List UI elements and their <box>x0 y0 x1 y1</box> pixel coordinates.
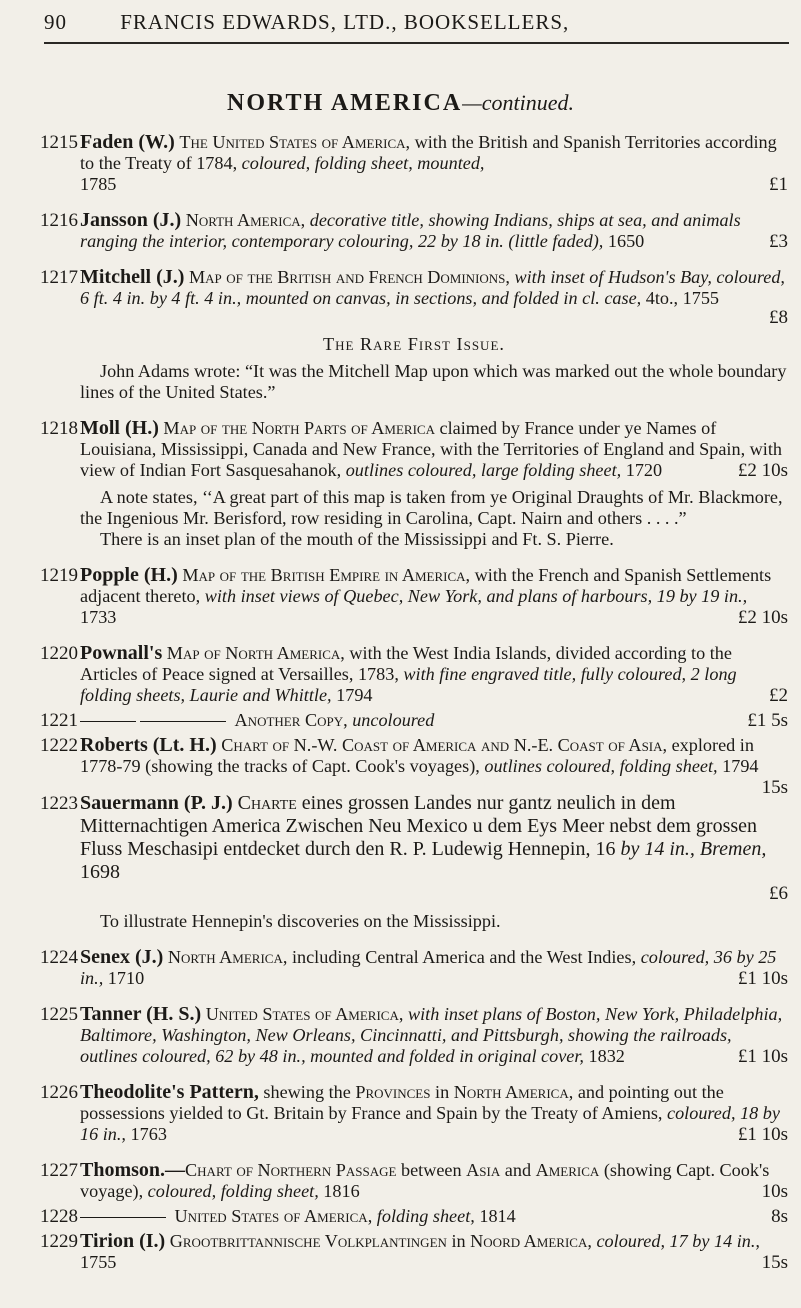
entry-text: with the West India Islands, divided according to the Articles of Peace signed at Versailles, 1783, <box>80 643 732 684</box>
entry-price: £2 <box>769 685 788 706</box>
entry-text: and <box>500 1160 536 1180</box>
entry-note: John Adams wrote: “It was the Mitchell Map upon which was marked out the whole boundary lines of the United States.” <box>80 361 787 402</box>
entry-note-heading: The Rare First Issue. <box>323 334 505 354</box>
entry-description: decorative title, showing Indians, ships at sea, and animals ranging the interior, contemporary colouring, 22 by 18 in. (little faded), <box>80 210 741 251</box>
entry-author: Moll (H.) <box>80 417 159 439</box>
entry-title: America <box>535 1160 600 1180</box>
entry-price: 15s <box>761 777 788 798</box>
entry-price: £6 <box>769 883 788 904</box>
entry-author: Thomson.— <box>80 1159 186 1181</box>
entry-date: 1794 <box>331 685 373 705</box>
entry-date: 1720 <box>621 460 663 480</box>
entry-description: coloured, folding sheet, <box>147 1181 319 1201</box>
entry-date: 1794 <box>717 756 759 776</box>
entry-title: Another Copy, <box>234 710 348 730</box>
entry-title: United States of America, <box>174 1206 373 1226</box>
lot-number: 1218 <box>40 418 78 439</box>
lot-number: 1229 <box>40 1231 78 1252</box>
lot-number: 1223 <box>40 793 78 814</box>
entry-text: claimed by France under ye Names of Louisiana, Mississippi, Canada and New France, with the Territories of England and Spain, with view of Indian Fort Sasquesahanok, <box>80 418 783 480</box>
entry-price: £2 10s <box>737 607 788 628</box>
catalogue-entry <box>40 1082 788 1145</box>
entry-text: explored in 1778-79 (showing the tracks of Capt. Cook's voyages), <box>80 735 754 776</box>
lot-number: 1228 <box>40 1206 78 1227</box>
entry-title: Grootbrittannische Volkplantingen <box>169 1231 447 1251</box>
entry-author: Sauermann (P. J.) <box>80 792 233 814</box>
entry-description: by 14 in., Bremen, <box>620 838 767 860</box>
entry-description: outlines coloured, large folding sheet, <box>345 460 622 480</box>
entry-description: folding sheet, <box>372 1206 475 1226</box>
ditto-dash <box>80 1217 166 1218</box>
entry-author: Popple (H.) <box>80 564 178 586</box>
lot-number: 1227 <box>40 1160 78 1181</box>
lot-number: 1216 <box>40 210 78 231</box>
entry-author: Pownall's <box>80 642 163 664</box>
catalogue-entry <box>40 710 788 731</box>
entry-date: 1733 <box>80 607 117 627</box>
entry-author: Tanner (H. S.) <box>80 1003 202 1025</box>
entry-author: Senex (J.) <box>80 946 164 968</box>
catalogue-entry <box>40 1206 788 1227</box>
entry-date: 1650 <box>603 231 645 251</box>
entry-title: North America, <box>185 210 306 230</box>
lot-number: 1219 <box>40 565 78 586</box>
catalogue-entry <box>40 734 788 798</box>
entry-title: North America, <box>453 1082 574 1102</box>
entry-date: 1814 <box>474 1206 516 1226</box>
entry-price: £1 10s <box>737 968 788 989</box>
entry-price: £1 5s <box>747 710 788 731</box>
entry-description: coloured, 17 by 14 in., <box>591 1231 760 1251</box>
entry-date: 1785 <box>80 174 117 194</box>
entry-description: outlines coloured, folding sheet, <box>484 756 718 776</box>
entry-price: 15s <box>761 1252 788 1273</box>
entry-text: (showing Capt. Cook's voyage), <box>80 1160 770 1201</box>
entry-date: 4to., 1755 <box>641 288 720 308</box>
catalogue-entry <box>40 792 788 905</box>
entry-list <box>40 132 788 1288</box>
entry-note: There is an inset plan of the mouth of the Mississippi and Ft. S. Pierre. <box>100 529 614 549</box>
lot-number: 1217 <box>40 267 78 288</box>
entry-title: North America, <box>167 947 288 967</box>
entry-author: Theodolite's Pattern, <box>80 1081 259 1103</box>
entry-text: shewing the <box>258 1082 356 1102</box>
entry-author: Tirion (I.) <box>80 1230 166 1252</box>
entry-title: Provinces <box>355 1082 431 1102</box>
entry-price: £2 10s <box>737 460 788 481</box>
entry-author: Faden (W.) <box>80 131 175 153</box>
section-title <box>0 90 801 117</box>
entry-description: coloured, folding sheet, mounted, <box>241 153 485 173</box>
entry-text: with the British and Spanish Territories according to the Treaty of 1784, <box>80 132 777 173</box>
entry-note: To illustrate Hennepin's discoveries on the Mississippi. <box>100 911 501 931</box>
entry-price: £1 10s <box>737 1124 788 1145</box>
catalogue-entry <box>40 132 788 195</box>
entry-title: Noord America, <box>470 1231 592 1251</box>
entry-date: 1816 <box>318 1181 360 1201</box>
entry-date: 1763 <box>125 1124 167 1144</box>
entry-text: and pointing out the possessions yielded to Gt. Britain by France and Spain by the Treaty of Amiens, <box>80 1082 724 1123</box>
entry-title: United States of America, <box>205 1004 404 1024</box>
entry-date: 1710 <box>103 968 145 988</box>
entry-text: including Central America and the West Indies, <box>287 947 641 967</box>
entry-price: £8 <box>769 307 788 328</box>
entry-note: A note states, ‘‘A great part of this map is taken from ye Original Draughts of Mr. Blackmore, the Ingenious Mr. Berisford, row residing in Carolina, Capt. Nairn and others . . . .” <box>80 487 783 528</box>
entry-description: uncoloured <box>347 710 435 730</box>
entry-title: Charte <box>237 792 297 814</box>
lot-number: 1220 <box>40 643 78 664</box>
entry-title: Chart of Northern Passage <box>185 1160 397 1180</box>
entry-description: with inset views of Quebec, New York, and plans of harbours, 19 by 19 in., <box>204 586 748 606</box>
entry-description: with fine engraved title, fully coloured, 2 long folding sheets, Laurie and Whittle, <box>80 664 737 705</box>
catalogue-entry <box>40 1160 788 1202</box>
catalogue-entry <box>40 1231 788 1273</box>
entry-title: Map of the British and French Dominions, <box>188 267 510 287</box>
entry-text: between <box>396 1160 467 1180</box>
ditto-dash <box>80 721 136 722</box>
entry-text: eines grossen Landes nur gantz neulich in dem Mitternachtigen America Zwischen Neu Mexico u dem Eys Meer nebst dem grossen Fluss Meschasipi entdecket durch den R. P. Ludewig Hennepin, 16 <box>80 792 758 860</box>
running-head <box>44 10 784 35</box>
lot-number: 1224 <box>40 947 78 968</box>
section-continued: —continued. <box>462 90 574 115</box>
catalogue-entry <box>40 267 788 328</box>
ditto-dash <box>140 721 226 722</box>
entry-text: in <box>430 1082 454 1102</box>
entry-title: Chart of N.-W. Coast of America and N.-E. Coast of Asia, <box>221 735 668 755</box>
lot-number: 1222 <box>40 735 78 756</box>
publisher-heading: FRANCIS EDWARDS, LTD., BOOKSELLERS, <box>120 10 570 34</box>
entry-description: coloured, 18 by 16 in., <box>80 1103 780 1144</box>
lot-number: 1215 <box>40 132 78 153</box>
entry-price: £1 <box>769 174 788 195</box>
entry-text: with the French and Spanish Settlements adjacent thereto, <box>80 565 772 606</box>
lot-number: 1225 <box>40 1004 78 1025</box>
entry-text: in <box>446 1231 471 1251</box>
entry-title: Asia <box>466 1160 501 1180</box>
entry-date: 1832 <box>583 1046 625 1066</box>
entry-title: Map of the British Empire in America, <box>182 565 471 585</box>
catalogue-entry <box>40 418 788 481</box>
entry-price: £1 10s <box>737 1046 788 1067</box>
entry-description: coloured, 36 by 25 in., <box>80 947 777 988</box>
entry-description: with inset of Hudson's Bay, coloured, 6 ft. 4 in. by 4 ft. 4 in., mounted on canvas, in sections, and folded in cl. case, <box>80 267 785 308</box>
entry-author: Roberts (Lt. H.) <box>80 734 217 756</box>
entry-date: 1698 <box>80 861 120 883</box>
catalogue-entry <box>40 643 788 706</box>
catalogue-entry <box>40 1004 788 1067</box>
catalogue-entry <box>40 210 788 252</box>
entry-date: 1755 <box>80 1252 117 1272</box>
lot-number: 1226 <box>40 1082 78 1103</box>
entry-title: Map of the North Parts of America <box>163 418 435 438</box>
catalogue-entry <box>40 565 788 628</box>
lot-number: 1221 <box>40 710 78 731</box>
entry-title: Map of North America, <box>166 643 345 663</box>
page-number: 90 <box>44 10 67 34</box>
catalogue-entry <box>40 947 788 989</box>
entry-title: The United States of America, <box>179 132 411 152</box>
entry-author: Jansson (J.) <box>80 209 182 231</box>
entry-description: with inset plans of Boston, New York, Philadelphia, Baltimore, Washington, New Orleans, Cincinnatti, and Pittsburgh, showing the railroads, outlines coloured, 62 by 48 in., mounted and folded in original cover, <box>80 1004 783 1066</box>
entry-price: £3 <box>769 231 788 252</box>
entry-price: 8s <box>771 1206 788 1227</box>
entry-price: 10s <box>761 1181 788 1202</box>
entry-author: Mitchell (J.) <box>80 266 185 288</box>
header-rule <box>44 42 789 44</box>
section-title-text: NORTH AMERICA <box>227 90 463 116</box>
